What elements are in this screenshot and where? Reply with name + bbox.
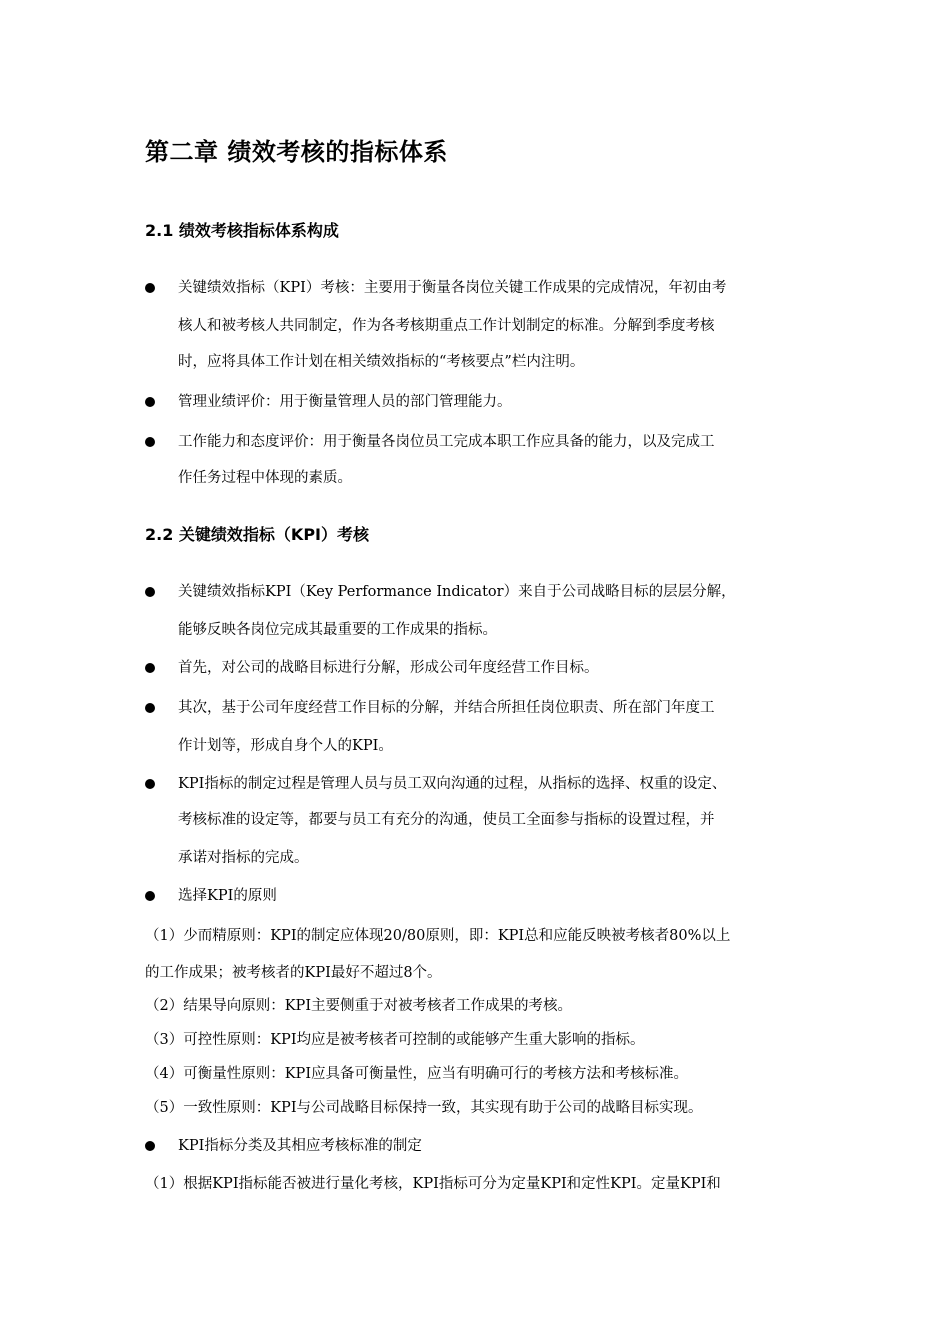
principle-line: （2）结果导向原则：KPI主要侧重于对被考核者工作成果的考核。 bbox=[145, 998, 573, 1014]
bullet-text-line: KPI指标分类及其相应考核标准的制定 bbox=[178, 1138, 422, 1154]
bullet-text-line: 承诺对指标的完成。 bbox=[178, 850, 309, 866]
bullet-icon bbox=[145, 891, 155, 901]
bullet-text-line: 时，应将具体工作计划在相关绩效指标的“考核要点”栏内注明。 bbox=[178, 354, 585, 370]
bullet-text-line: KPI指标的制定过程是管理人员与员工双向沟通的过程，从指标的选择、权重的设定、 bbox=[178, 776, 727, 792]
bullet-text-line: 核人和被考核人共同制定，作为各考核期重点工作计划制定的标准。分解到季度考核 bbox=[178, 318, 715, 334]
principle-line: （4）可衡量性原则：KPI应具备可衡量性，应当有明确可行的考核方法和考核标准。 bbox=[145, 1066, 689, 1082]
bullet-text-line: 其次，基于公司年度经营工作目标的分解，并结合所担任岗位职责、所在部门年度工 bbox=[178, 700, 715, 716]
bullet-text-line: 关键绩效指标（KPI）考核：主要用于衡量各岗位关键工作成果的完成情况，年初由考 bbox=[178, 280, 727, 296]
classification-line: （1）根据KPI指标能否被进行量化考核，KPI指标可分为定量KPI和定性KPI。定量KPI和 bbox=[145, 1176, 721, 1192]
bullet-icon bbox=[145, 663, 155, 673]
bullet-icon bbox=[145, 397, 155, 407]
bullet-text-line: 工作能力和态度评价：用于衡量各岗位员工完成本职工作应具备的能力，以及完成工 bbox=[178, 434, 715, 450]
bullet-text-line: 能够反映各岗位完成其最重要的工作成果的指标。 bbox=[178, 622, 497, 638]
bullet-icon bbox=[145, 1141, 155, 1151]
bullet-text-line: 关键绩效指标KPI（Key Performance Indicator）来自于公司战略目标的层层分解， bbox=[178, 584, 736, 600]
bullet-icon bbox=[145, 779, 155, 789]
section-title-2-1: 2.1 绩效考核指标体系构成 bbox=[145, 221, 339, 240]
principle-line: （5）一致性原则：KPI与公司战略目标保持一致，其实现有助于公司的战略目标实现。 bbox=[145, 1100, 703, 1116]
bullet-text-line: 作计划等，形成自身个人的KPI。 bbox=[178, 738, 393, 754]
chapter-title: 第二章 绩效考核的指标体系 bbox=[145, 138, 448, 166]
bullet-text-line: 管理业绩评价：用于衡量管理人员的部门管理能力。 bbox=[178, 394, 512, 410]
principle-line: （1）少而精原则：KPI的制定应体现20/80原则，即：KPI总和应能反映被考核者80%以上 bbox=[145, 928, 731, 944]
bullet-icon bbox=[145, 283, 155, 293]
bullet-text-line: 首先，对公司的战略目标进行分解，形成公司年度经营工作目标。 bbox=[178, 660, 599, 676]
bullet-icon bbox=[145, 437, 155, 447]
principle-line: （3）可控性原则：KPI均应是被考核者可控制的或能够产生重大影响的指标。 bbox=[145, 1032, 645, 1048]
bullet-icon bbox=[145, 587, 155, 597]
bullet-text-line: 选择KPI的原则 bbox=[178, 888, 277, 904]
principle-line: 的工作成果；被考核者的KPI最好不超过8个。 bbox=[145, 965, 442, 981]
bullet-icon bbox=[145, 703, 155, 713]
section-title-2-2: 2.2 关键绩效指标（KPI）考核 bbox=[145, 525, 369, 544]
bullet-text-line: 作任务过程中体现的素质。 bbox=[178, 470, 352, 486]
bullet-text-line: 考核标准的设定等，都要与员工有充分的沟通，使员工全面参与指标的设置过程，并 bbox=[178, 812, 715, 828]
